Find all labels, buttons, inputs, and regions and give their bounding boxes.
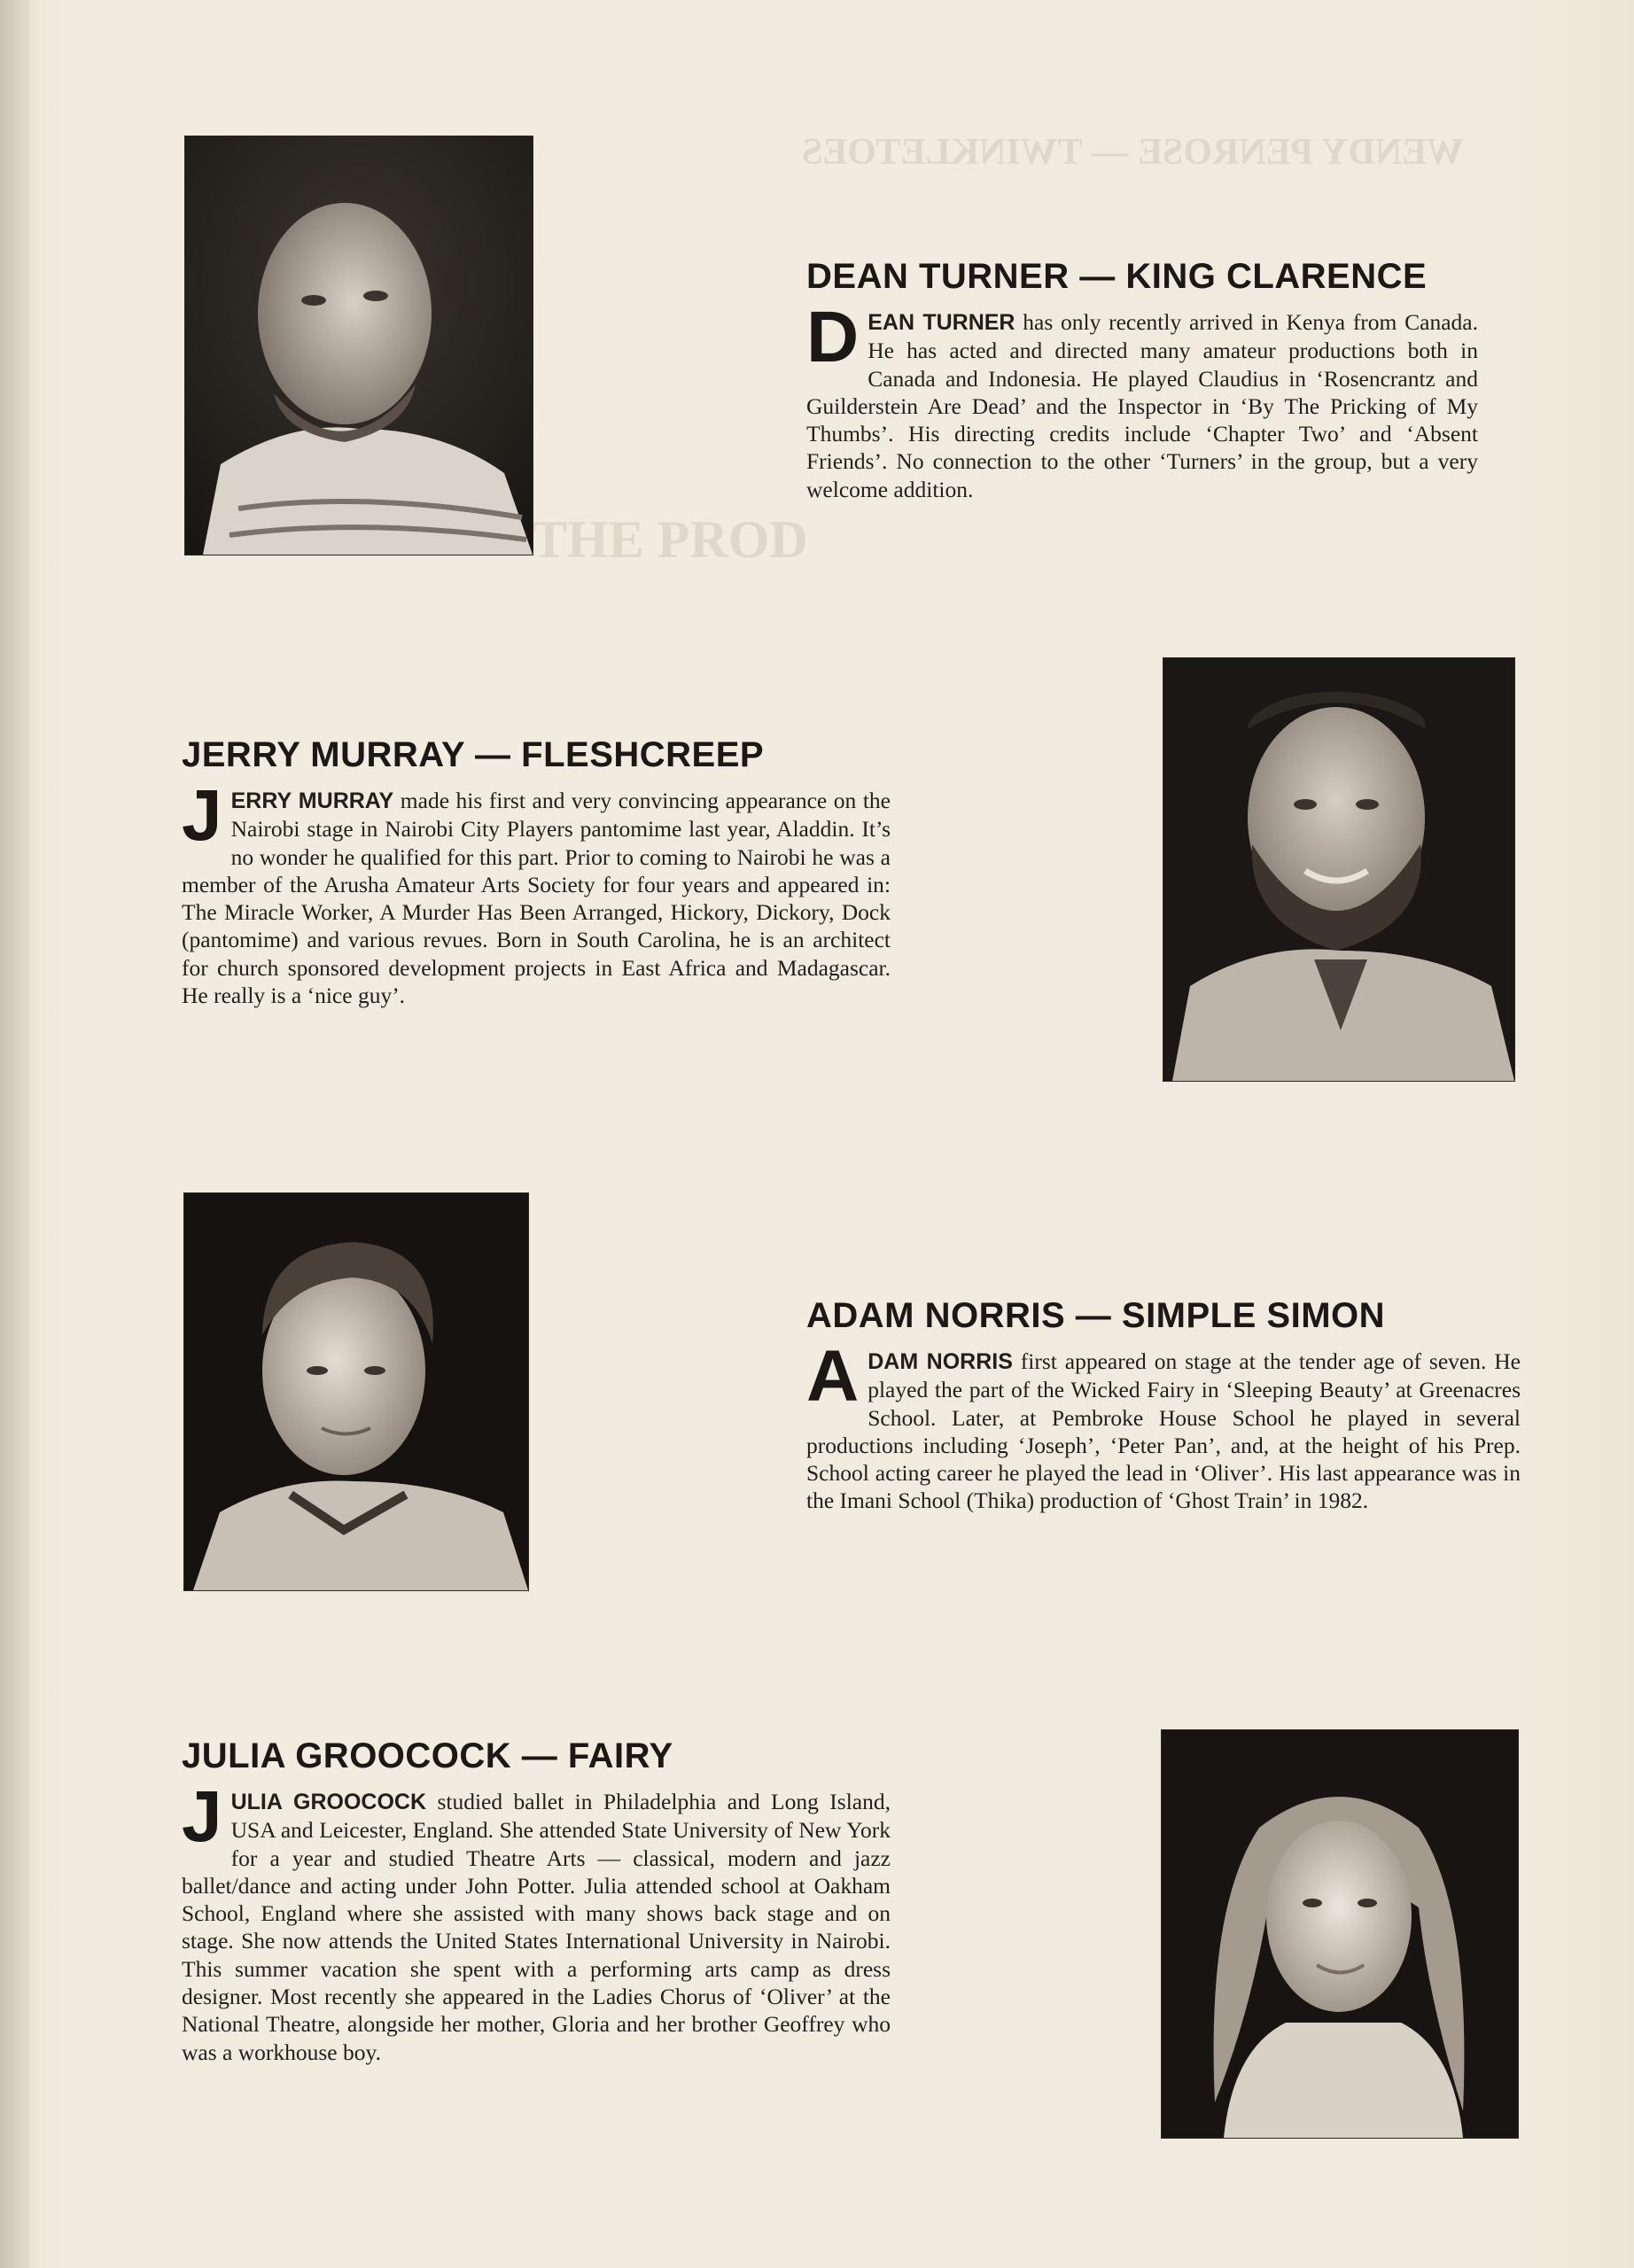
dean-turner-text bbox=[806, 297, 1478, 503]
jerry-murray-dropcap: J bbox=[182, 775, 222, 856]
dean-turner-body: has only recently arrived in Kenya from Canada. He has acted and directed many amateur productions both in Canada and Indonesia. He played Claudius in ‘Rosencrantz and Guilderstein Are Dead’ and the Inspector in ‘By The Pricking of My Thumbs’. His directing credits include ‘Chapter Two’ and ‘Absent Friends’. No connection to the other ‘Turners’ in the group, but a very welcome addition. bbox=[806, 309, 1478, 502]
julia-groocock-heading: JULIA GROOCOCK — FAIRY bbox=[182, 1736, 673, 1775]
adam-norris-photo bbox=[184, 1193, 528, 1590]
dean-turner-bio bbox=[806, 257, 1478, 503]
julia-groocock-lead: ULIA GROOCOCK bbox=[230, 1790, 427, 1814]
dean-turner-lead: EAN TURNER bbox=[868, 310, 1015, 335]
portrait-young-woman bbox=[1162, 1730, 1518, 2138]
julia-groocock-dropcap: J bbox=[182, 1776, 222, 1857]
portrait-man-bald-beard bbox=[185, 136, 533, 555]
julia-groocock-photo bbox=[1162, 1730, 1518, 2138]
portrait-man-beard-smiling bbox=[1163, 658, 1514, 1081]
jerry-murray-bio bbox=[182, 735, 891, 1009]
adam-norris-dropcap: A bbox=[806, 1336, 860, 1417]
adam-norris-heading: ADAM NORRIS — SIMPLE SIMON bbox=[806, 1296, 1386, 1335]
jerry-murray-text bbox=[182, 775, 891, 1009]
julia-groocock-text bbox=[182, 1776, 891, 2066]
adam-norris-bio bbox=[806, 1296, 1521, 1515]
adam-norris-lead: DAM NORRIS bbox=[868, 1349, 1013, 1374]
dean-turner-photo bbox=[185, 136, 533, 555]
show-through-title: THE PROD bbox=[532, 510, 808, 569]
julia-groocock-body: studied ballet in Philadelphia and Long Island, USA and Leicester, England. She attended State University of New York for a year and studied Theatre Arts — classical, modern and jazz ballet/dance and acting under John Potter. Julia attended school at Oakham School, England where she assisted with many shows back stage and on stage. She now attends the United States International University in Nairobi. This summer vacation she spent with a performing arts camp as dress designer. Most recently she appeared in the Ladies Chorus of ‘Oliver’ at the National Theatre, alongside her mother, Gloria and her brother Geoffrey who was a workhouse boy. bbox=[182, 1789, 891, 2065]
julia-groocock-bio bbox=[182, 1736, 891, 2066]
adam-norris-body: first appeared on stage at the tender age of seven. He played the part of the Wicked Fairy in ‘Sleeping Beauty’ at Greenacres School. Later, at Pembroke House School he played in several productions including ‘Joseph’, ‘Peter Pan’, and, at the height of his Prep. School acting career he played the lead in ‘Oliver’. His last appearance was in the Imani School (Thika) production of ‘Ghost Train’ in 1982. bbox=[806, 1348, 1521, 1514]
show-through-heading: WENDY PENROSE — TWINKLETOES bbox=[802, 132, 1465, 173]
jerry-murray-body: made his first and very convincing appearance on the Nairobi stage in Nairobi City Players pantomime last year, Aladdin. It’s no wonder he qualified for this part. Prior to coming to Nairobi he was a member of the Arusha Amateur Arts Society for four years and appeared in: The Miracle Worker, A Murder Has Been Arranged, Hickory, Dickory, Dock (pantomime) and various revues. Born in South Carolina, he is an architect for church sponsored development projects in East Africa and Madagascar. He really is a ‘nice guy’. bbox=[182, 788, 891, 1009]
jerry-murray-photo bbox=[1163, 658, 1514, 1081]
jerry-murray-lead: ERRY MURRAY bbox=[230, 788, 394, 813]
jerry-murray-heading: JERRY MURRAY — FLESHCREEP bbox=[182, 735, 765, 774]
binding-spine bbox=[0, 0, 30, 2268]
adam-norris-text bbox=[806, 1336, 1521, 1515]
dean-turner-heading: DEAN TURNER — KING CLARENCE bbox=[806, 257, 1428, 296]
portrait-young-man bbox=[184, 1193, 528, 1590]
dean-turner-dropcap: D bbox=[806, 297, 860, 377]
